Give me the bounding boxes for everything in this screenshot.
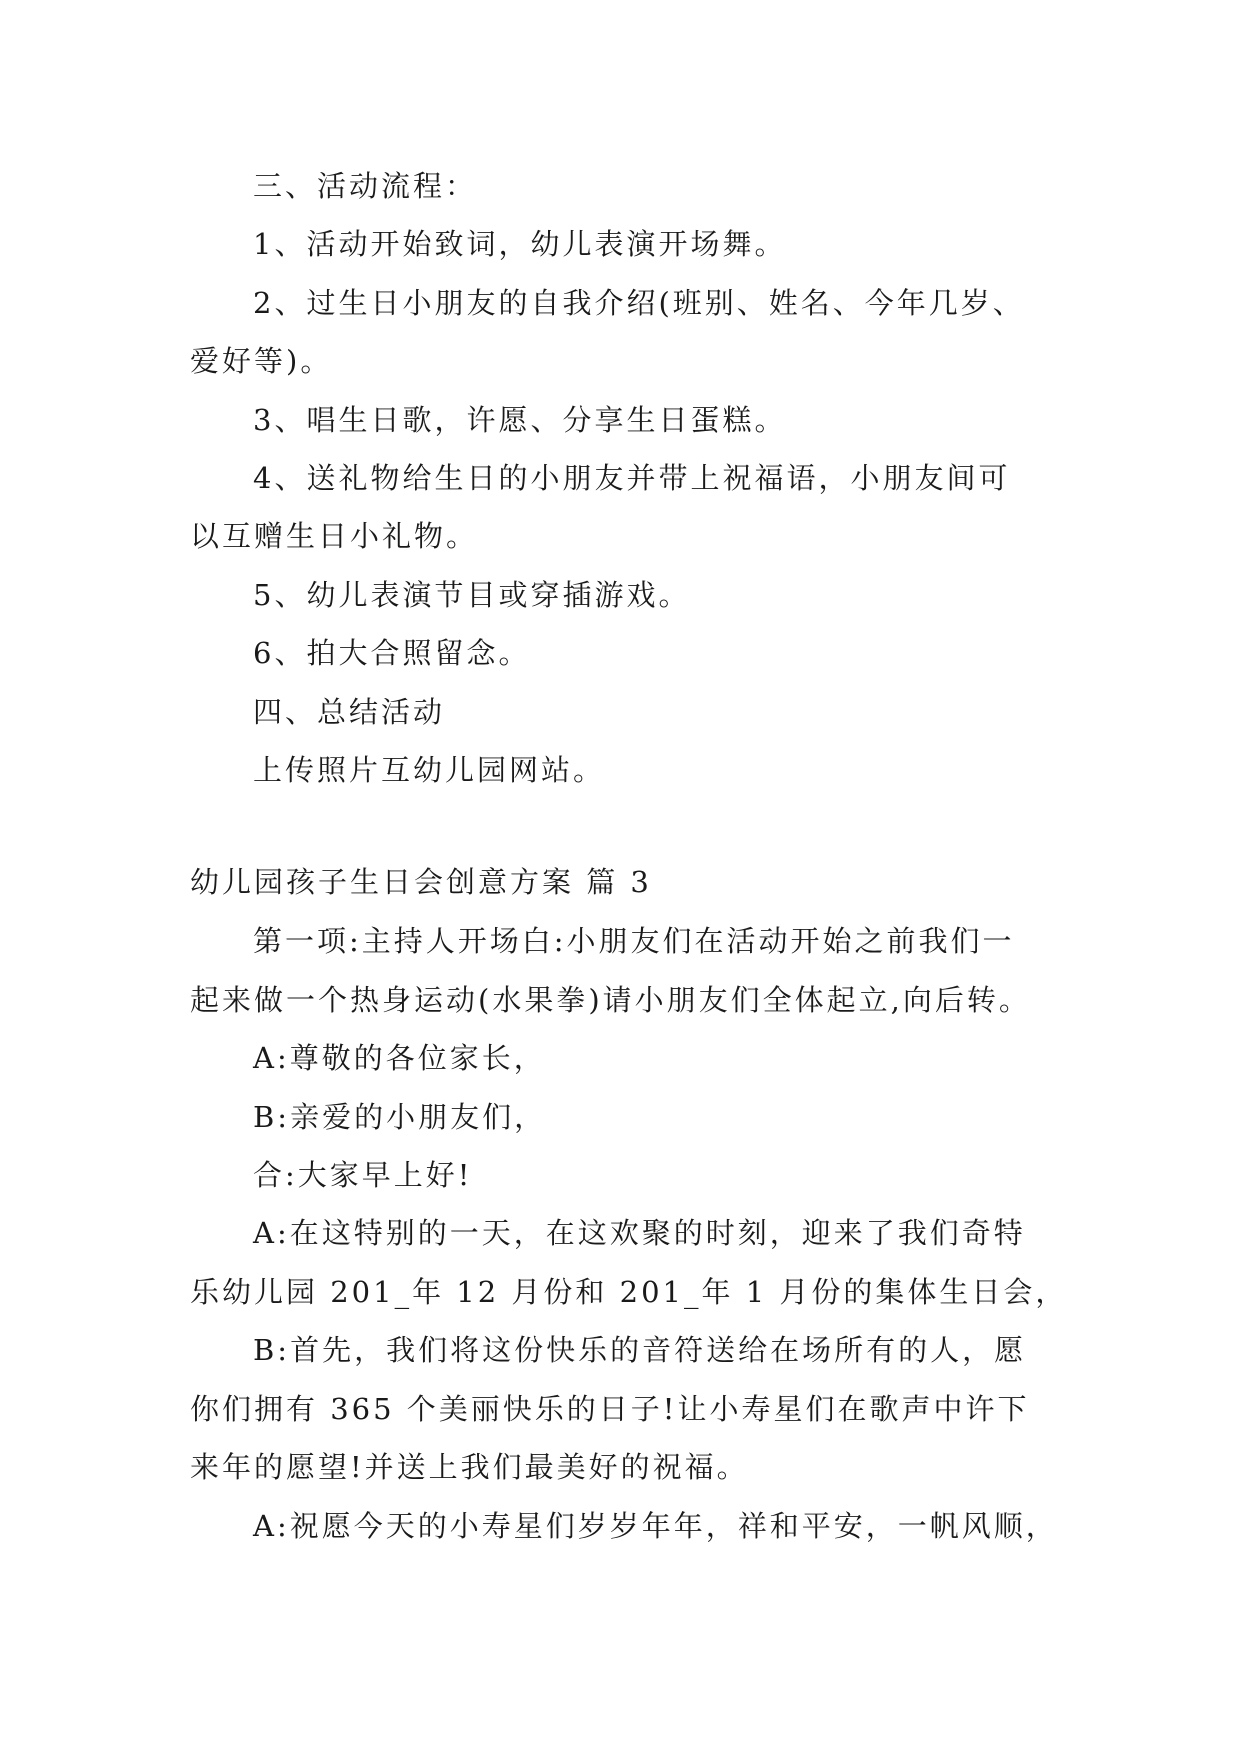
article-line-8: B:首先，我们将这份快乐的音符送给在场所有的人，愿 [253,1333,1027,1367]
process-item-3: 3、唱生日歌，许愿、分享生日蛋糕。 [253,403,787,437]
section-heading-summary: 四、总结活动 [253,695,446,729]
article-title: 幼儿园孩子生日会创意方案 篇 3 [190,865,652,899]
process-item-4: 4、送礼物给生日的小朋友并带上祝福语，小朋友间可 [253,461,1011,495]
article-line-4: B:亲爱的小朋友们， [253,1100,547,1134]
article-line-2: 起来做一个热身运动(水果拳)请小朋友们全体起立,向后转。 [190,983,1031,1017]
article-line-11: A:祝愿今天的小寿星们岁岁年年，祥和平安，一帆风顺， [253,1509,1058,1543]
article-line-7: 乐幼儿园 201_年 12 月份和 201_年 1 月份的集体生日会， [190,1275,1068,1309]
article-line-6: A:在这特别的一天，在这欢聚的时刻，迎来了我们奇特 [253,1216,1026,1250]
article-line-10: 来年的愿望!并送上我们最美好的祝福。 [190,1450,749,1484]
article-line-3: A:尊敬的各位家长， [253,1041,546,1075]
process-item-5: 5、幼儿表演节目或穿插游戏。 [253,578,691,612]
process-item-4-cont: 以互赠生日小礼物。 [190,519,479,553]
process-item-6: 6、拍大合照留念。 [253,636,531,670]
article-line-5: 合:大家早上好! [253,1158,473,1192]
process-item-1: 1、活动开始致词，幼儿表演开场舞。 [253,227,787,261]
article-line-1: 第一项:主持人开场白:小朋友们在活动开始之前我们一 [253,924,1015,958]
process-item-2-cont: 爱好等)。 [190,344,333,378]
summary-text: 上传照片互幼儿园网站。 [253,753,606,787]
process-item-2: 2、过生日小朋友的自我介绍(班别、姓名、今年几岁、 [253,286,1025,320]
article-line-9: 你们拥有 365 个美丽快乐的日子!让小寿星们在歌声中许下 [190,1392,1030,1426]
section-heading-process: 三、活动流程： [253,169,478,203]
